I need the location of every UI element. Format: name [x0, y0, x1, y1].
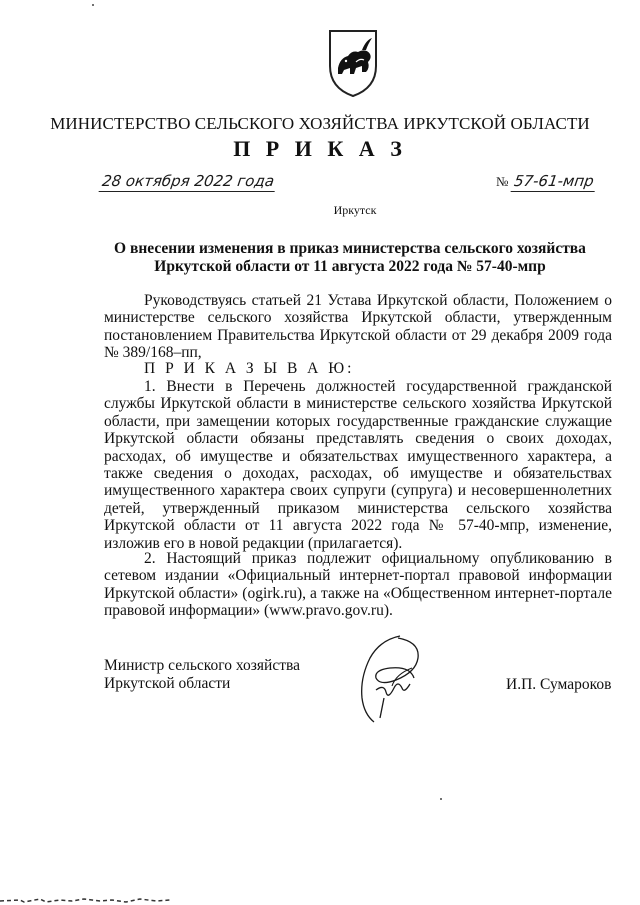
preamble-paragraph: Руководствуясь статьей 21 Устава Иркутской области, Положением о министерстве сельского хозяйства Иркутской области, утвержденным постановлением Правительства Иркутской области от 29 декабря 2009 года № 389/168–пп,	[104, 292, 612, 362]
orders-word: П Р И К А З Ы В А Ю:	[144, 360, 355, 377]
handwritten-signature-icon	[340, 628, 450, 728]
position-line-2: Иркутской области	[104, 675, 231, 692]
ministry-name: МИНИСТЕРСТВО СЕЛЬСКОГО ХОЗЯЙСТВА ИРКУТСКОЙ ОБЛАСТИ	[50, 114, 590, 133]
position-line-1: Министр сельского хозяйства	[104, 657, 300, 674]
document-type-heading: П Р И К А З	[233, 136, 407, 161]
order-subject: О внесении изменения в приказ министерства сельского хозяйства Иркутской области от 11 августа 2022 года № 57-40-мпр	[114, 240, 586, 275]
item-1-paragraph: 1. Внести в Перечень должностей государственной гражданской службы Иркутской области в министерстве сельского хозяйства Иркутской области, при замещении которых государственные гражданские служащие Иркутской области обязаны представлять сведения о своих доходах, расходах, об имуществе и обязательствах имущественного характера, а также сведения о доходах, расходах, об имуществе и обязательствах имущественного характера своих супруги (супруга) и несовершеннолетних детей, утвержденный приказом министерства сельского хозяйства Иркутской области от 11 августа 2022 года № 57-40-мпр, изменение, изложив его в новой редакции (прилагается).	[104, 378, 612, 552]
signatory-name: И.П. Сумароков	[506, 676, 612, 693]
handwritten-number: 57-61-мпр	[511, 172, 597, 192]
scan-speck	[92, 4, 94, 6]
scan-speck	[440, 798, 442, 800]
coat-of-arms-icon	[326, 28, 380, 98]
order-number	[496, 172, 596, 192]
item-2-paragraph: 2. Настоящий приказ подлежит официальному опубликованию в сетевом издании «Официальный интернет-портал правовой информации Иркутской области» (ogirk.ru), а также на «Общественном интернет-портале правовой информации» (www.pravo.gov.ru).	[104, 550, 612, 620]
handwritten-date: 28 октября 2022 года	[99, 172, 278, 192]
number-sign: №	[496, 174, 509, 189]
signatory-position	[104, 657, 300, 693]
scan-edge-artifact	[0, 893, 170, 905]
city-name: Иркутск	[333, 203, 377, 217]
